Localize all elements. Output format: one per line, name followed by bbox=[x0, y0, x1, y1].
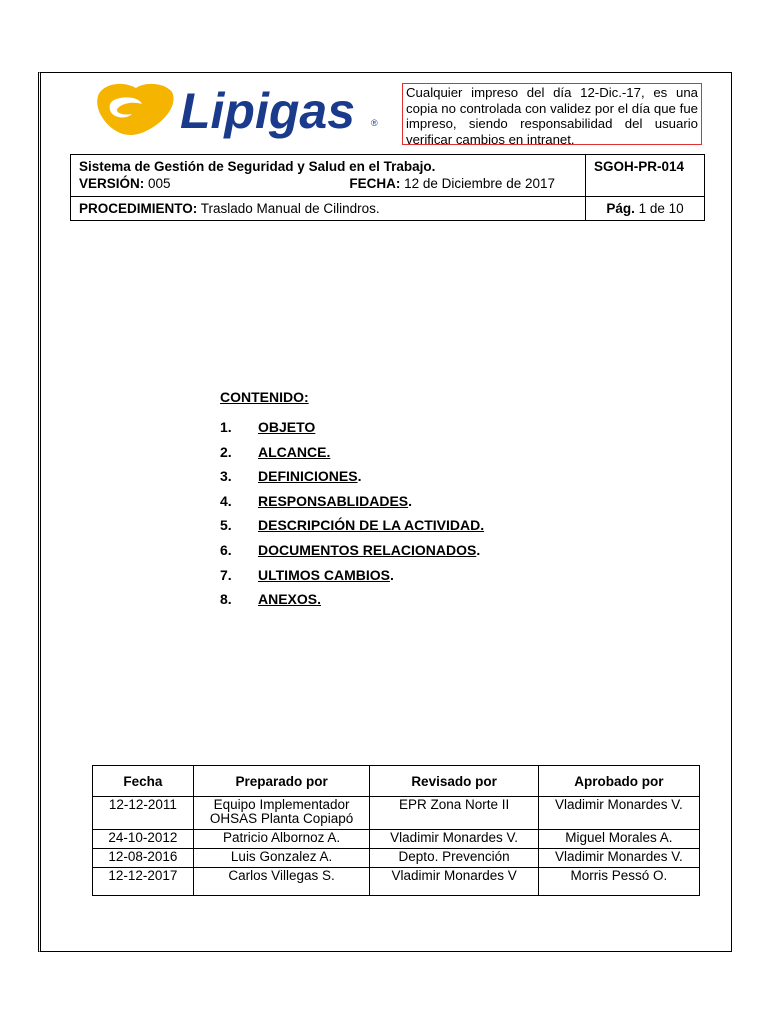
contents-title: CONTENIDO: bbox=[220, 389, 309, 405]
table-row: 12-12-2011 Equipo Implementador OHSAS Planta Copiapó EPR Zona Norte II Vladimir Monardes V. bbox=[93, 797, 700, 830]
toc-item[interactable]: 6. DOCUMENTOS RELACIONADOS . bbox=[220, 542, 484, 567]
toc-item[interactable]: 5. DESCRIPCIÓN DE LA ACTIVIDAD. bbox=[220, 517, 484, 542]
toc-item[interactable]: 3. DEFINICIONES . bbox=[220, 468, 484, 493]
toc-link[interactable]: RESPONSABLIDADES bbox=[258, 492, 409, 509]
page-value: 1 de 10 bbox=[638, 201, 684, 216]
version-label: VERSIÓN: bbox=[79, 176, 145, 191]
toc-link[interactable]: OBJETO bbox=[258, 419, 316, 435]
registered-mark: ® bbox=[371, 118, 378, 128]
page-label: Pág. bbox=[606, 201, 635, 216]
toc-link[interactable]: ALCANCE. bbox=[258, 443, 331, 460]
header-info-cell bbox=[71, 155, 586, 197]
approval-table bbox=[92, 765, 700, 896]
column-header-prepared: Preparado por bbox=[193, 766, 370, 797]
table-of-contents bbox=[220, 389, 484, 616]
date-value: 12 de Diciembre de 2017 bbox=[404, 176, 555, 191]
toc-link[interactable]: ULTIMOS CAMBIOS bbox=[258, 566, 390, 583]
logo-emblem bbox=[97, 84, 173, 135]
procedure-label: PROCEDIMIENTO: bbox=[79, 201, 198, 216]
version-value: 005 bbox=[148, 176, 171, 191]
date-label: FECHA: bbox=[349, 176, 401, 191]
table-row: 12-12-2017 Carlos Villegas S. Vladimir Monardes V Morris Pessó O. bbox=[93, 868, 700, 896]
toc-item[interactable]: 2. ALCANCE. bbox=[220, 444, 484, 469]
lipigas-logo bbox=[92, 78, 382, 144]
toc-item[interactable]: 4. RESPONSABLIDADES . bbox=[220, 493, 484, 518]
uncontrolled-copy-notice: Cualquier impreso del día 12-Dic.-17, es una copia no controlada con validez por el día que fue impreso, siendo responsabilidad del usuario verificar cambios en intranet. bbox=[402, 83, 702, 145]
document-code: SGOH-PR-014 bbox=[586, 155, 705, 197]
page-number-cell bbox=[586, 197, 705, 221]
toc-item[interactable]: 7. ULTIMOS CAMBIOS . bbox=[220, 567, 484, 592]
toc-item[interactable]: 1. OBJETO bbox=[220, 419, 484, 444]
column-header-approved: Aprobado por bbox=[538, 766, 699, 797]
table-row: 12-08-2016 Luis Gonzalez A. Depto. Prevención Vladimir Monardes V. bbox=[93, 849, 700, 868]
logo-wordmark: Lipigas bbox=[180, 83, 356, 139]
table-row: 24-10-2012 Patricio Albornoz A. Vladimir Monardes V. Miguel Morales A. bbox=[93, 830, 700, 849]
column-header-reviewed: Revisado por bbox=[370, 766, 538, 797]
system-title: Sistema de Gestión de Seguridad y Salud en el Trabajo. bbox=[79, 159, 436, 174]
toc-item[interactable]: 8. ANEXOS. bbox=[220, 591, 484, 616]
toc-link[interactable]: DESCRIPCIÓN DE LA ACTIVIDAD. bbox=[258, 517, 485, 534]
toc-link[interactable]: DOCUMENTOS RELACIONADOS bbox=[258, 541, 477, 558]
toc-link[interactable]: ANEXOS. bbox=[258, 591, 322, 608]
document-header bbox=[70, 154, 705, 221]
column-header-date: Fecha bbox=[93, 766, 194, 797]
procedure-cell bbox=[71, 197, 586, 221]
toc-link[interactable]: DEFINICIONES bbox=[258, 468, 358, 485]
procedure-value: Traslado Manual de Cilindros. bbox=[200, 201, 380, 216]
